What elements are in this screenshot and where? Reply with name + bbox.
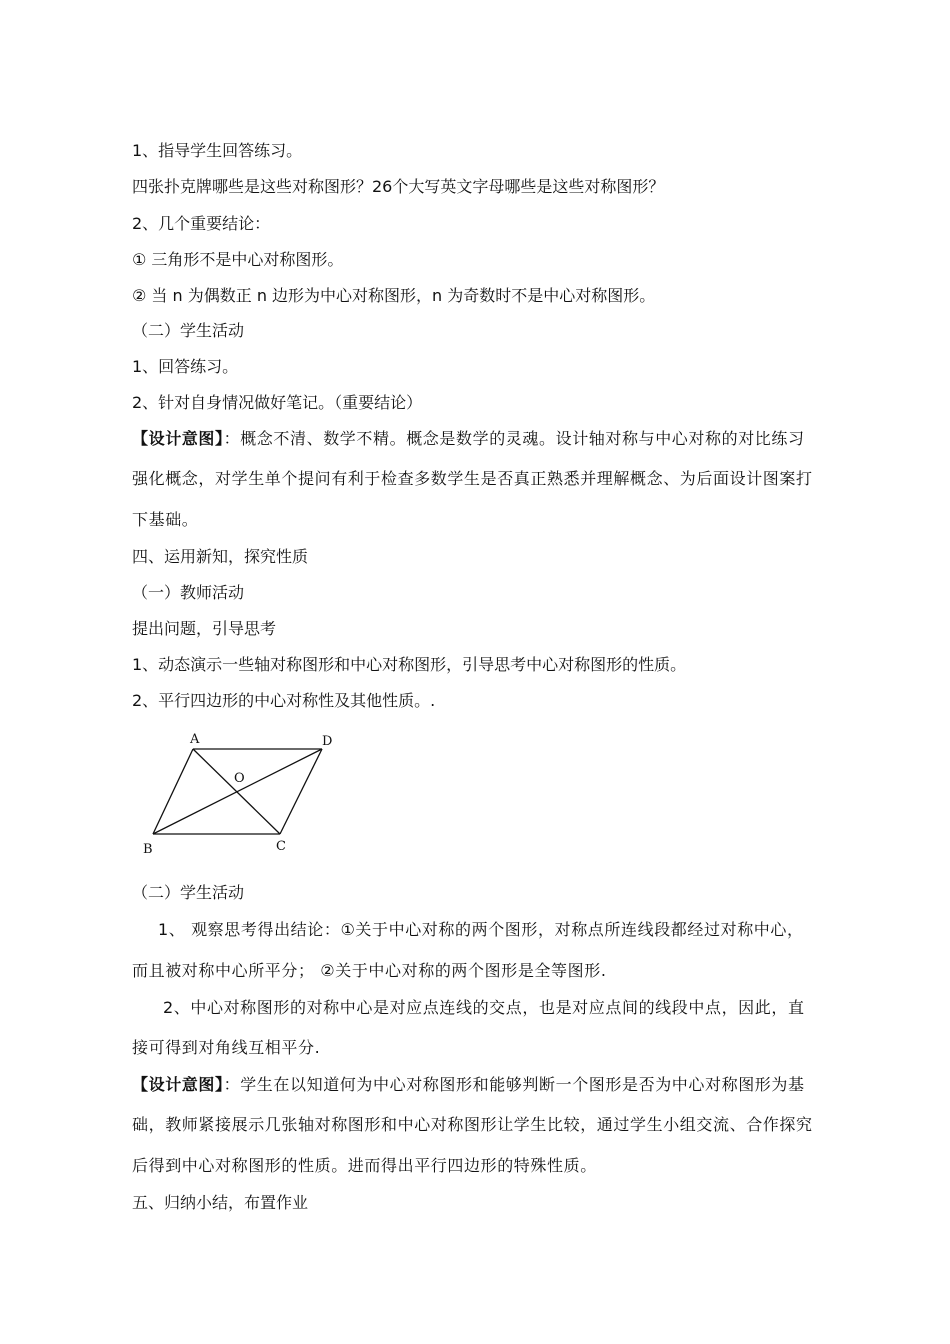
doc-line-11: 下基础。	[132, 510, 199, 529]
design-intent-label: 【设计意图】	[132, 429, 224, 448]
doc-line-1: 1、指导学生回答练习。	[132, 141, 303, 160]
doc-line-3: 2、几个重要结论：	[132, 214, 271, 233]
doc-line-19: 而且被对称中心所平分； ②关于中心对称的两个图形是全等图形.	[132, 961, 607, 980]
vertex-label-b: B	[143, 842, 153, 857]
vertex-label-a: A	[190, 732, 200, 747]
doc-line-8: 2、针对自身情况做好笔记。（重要结论）	[132, 393, 423, 412]
doc-line-5: ② 当 n 为偶数正 n 边形为中心对称图形，n 为奇数时不是中心对称图形。	[132, 286, 656, 305]
section-heading-student-activity: （二）学生活动	[132, 321, 245, 340]
section-heading-5: 五、归纳小结，布置作业	[132, 1193, 309, 1212]
doc-line-2: 四张扑克牌哪些是这些对称图形？26个大写英文字母哪些是这些对称图形？	[132, 177, 665, 196]
vertex-label-d: D	[322, 734, 333, 749]
doc-line-25: 后得到中心对称图形的性质。进而得出平行四边形的特殊性质。	[132, 1156, 597, 1175]
doc-line-24: 础，教师紧接展示几张轴对称图形和中心对称图形让学生比较，通过学生小组交流、合作探究	[132, 1115, 813, 1134]
edge-dc	[280, 749, 322, 834]
design-intent-text-2: ：学生在以知道何为中心对称图形和能够判断一个图形是否为中心对称图形为基	[223, 1075, 805, 1094]
doc-line-14: 提出问题，引导思考	[132, 619, 277, 638]
section-heading-4: 四、运用新知，探究性质	[132, 547, 309, 566]
doc-line-4: ① 三角形不是中心对称图形。	[132, 250, 344, 269]
doc-line-15: 1、动态演示一些轴对称图形和中心对称图形，引导思考中心对称图形的性质。	[132, 655, 687, 674]
design-intent-label-2: 【设计意图】	[132, 1075, 224, 1094]
edge-ab	[153, 749, 193, 834]
doc-line-16: 2、平行四边形的中心对称性及其他性质。.	[132, 691, 436, 710]
doc-line-20: 2、中心对称图形的对称中心是对应点连线的交点，也是对应点间的线段中点，因此，直	[163, 998, 805, 1017]
doc-line-10: 强化概念，对学生单个提问有利于检查多数学生是否真正熟悉并理解概念、为后面设计图案打	[132, 469, 813, 488]
center-label-o: O	[234, 771, 245, 786]
vertex-label-c: C	[276, 839, 286, 854]
doc-line-21: 接可得到对角线互相平分.	[132, 1038, 321, 1057]
doc-line-18: 1、 观察思考得出结论：①关于中心对称的两个图形，对称点所连线段都经过对称中心，	[158, 920, 804, 939]
doc-line-7: 1、回答练习。	[132, 357, 239, 376]
section-heading-teacher-activity: （一）教师活动	[132, 583, 245, 602]
design-intent-paragraph-2	[132, 1075, 805, 1095]
diagonal-bd	[153, 749, 322, 834]
section-heading-student-activity-2: （二）学生活动	[132, 883, 245, 902]
design-intent-text: ：概念不清、数学不精。概念是数学的灵魂。设计轴对称与中心对称的对比练习	[223, 429, 805, 448]
